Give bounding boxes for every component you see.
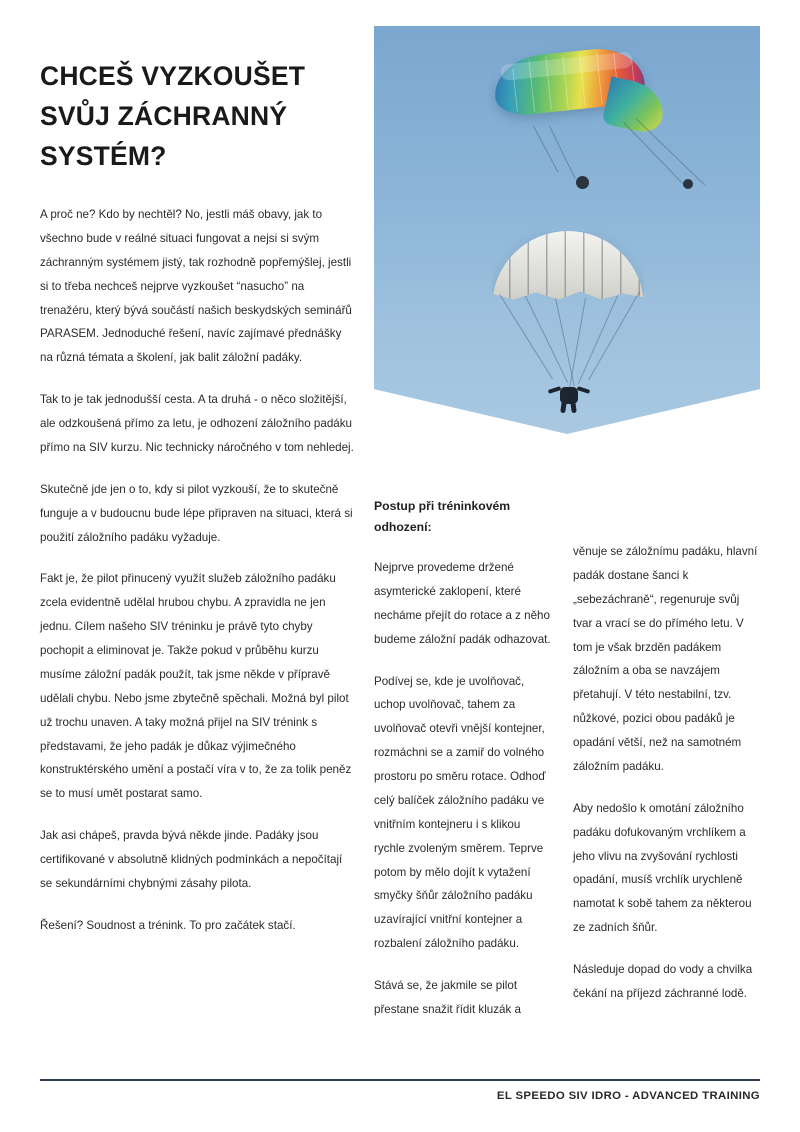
pilot-arm-right [577,386,591,394]
pilot-figure [552,383,586,411]
reserve-canopy [492,231,644,303]
suspension-line-4 [569,298,586,389]
paragraph: Fakt je, že pilot přinucený využít služeb záložního padáku zcela evidentně udělal hrubou chybu. A zpravidla ne jen jednu. Cílem našeho SIV tréninku je právě tyto chyby pochopit a eliminovat je. Takže pokud v průběhu kurzu musíme záložní padák použít, tak jsme někde v přípravě udělali chybu. Nebo jsme zbytečně spěchali. Možná byl pilot už trochu unaven. A taky možná přijel na SIV trénink s představami, že jeho padák je důkaz výjimečného konstruktérského umění a postačí víra v to, že za tolik peněz se to musí umět postarat samo. [40,572,352,801]
footer-label: EL SPEEDO SIV IDRO - ADVANCED TRAINING [496,1090,760,1102]
page-title-line-1: CHCEŠ VYZKOUŠET [40,60,306,91]
paragraph: Řešení? Soudnost a trénink. To pro začátek stačí. [40,918,296,932]
kite-weight-right [683,179,693,189]
paragraph: Skutečně jde jen o to, kdy si pilot vyzkouší, že to skutečně funguje a v budoucnu bude lépe připraven na situaci, která si použití záložního padáku vyžaduje. [40,482,353,544]
right-text-column [573,540,759,1006]
paragraph: Následuje dopad do vody a chvilka čekání na příjezd záchranné lodě. [573,963,753,1000]
paragraph: Nejprve provedeme držené asymterické zaklopení, které necháme přejít do rotace a z něho budeme záložní padák odhazovat. [374,561,551,646]
footer-divider [40,1079,760,1081]
paragraph: Jak asi chápeš, pravda bývá někde jinde. Padáky jsou certifikované v absolutně klidných podmínkách a nepočítají se sekundárními chybnými zásahy pilota. [40,829,343,890]
page-title [40,56,360,177]
page-title-line-3: SYSTÉM? [40,141,167,172]
paragraph: Podívej se, kde je uvolňovač, uchop uvolňovač, tahem za uvolňovač otevři vnější kontejner, rozmáchni se a zamiř do volného prostoru po směru rotace. Odhoď celý balíček záložního padáku ve vnitřním kontejneru i s klikou rychle zvoleným směrem. Teprve potom by mělo dojít k vytažení smyčky šňůr záložního padáku uzavírající vnitřní kontejner a rozbalení záložního padáku. [374,674,546,951]
section-subheading: Postup při tréninkovém odhození: [374,499,511,534]
kite-line-right-2 [635,118,705,185]
paragraph: Aby nedošlo k omotání záložního padáku dofukovaným vrchlíkem a jeho vlivu na zvyšování rychlosti opadání, musíš vrchlík urychleně namotat k sobě tahem za některou ze zadních šňůr. [573,801,752,935]
kite-icon [494,34,654,139]
page-title-line-2: SVŮJ ZÁCHRANNÝ [40,101,288,132]
paragraph: Tak to je tak jednodušší cesta. A ta druhá - o něco složitější, ale odzkoušená přímo za letu, je odhození záložního padáku přímo na SIV kurzu. Nic technicky náročného v tom nehledej. [40,393,354,454]
kite-weight-left [576,176,589,189]
kite-line-right [623,122,688,189]
sky-background [374,26,760,434]
hero-photo [374,26,760,434]
kite-tail [602,76,669,135]
paragraph: Stává se, že jakmile se pilot přestane snažit řídit kluzák a [374,979,521,1016]
paragraph: věnuje se záložnímu padáku, hlavní padák dostane šanci k „sebezáchraně“, regenuruje svůj tvar a vrací se do přímého letu. V tom je však brzděn padákem záložním a oba se navzájem přetahují. V této nestabilní, tzv. nůžkové, pozici obou padáků je opadání větší, než na samotném záložním padáku. [573,545,758,773]
pilot-leg-left [560,401,567,414]
middle-text-column [374,556,552,1022]
paragraph: A proč ne? Kdo by nechtěl? No, jestli máš obavy, jak to všechno bude v reálné situaci fungovat a nejsi si svým záchranným systémem jistý, tak rozhodně popřemýšlej, jestli si to třeba nechceš nejprve vyzkoušet “nasucho” na trenažéru, který bývá součástí našich beskydských seminářů PARASEM. Jednoduché řešení, navíc zajímavé přednášky na různá témata a školení, jak balit záložní padáky. [40,208,352,365]
left-text-column [40,203,356,938]
